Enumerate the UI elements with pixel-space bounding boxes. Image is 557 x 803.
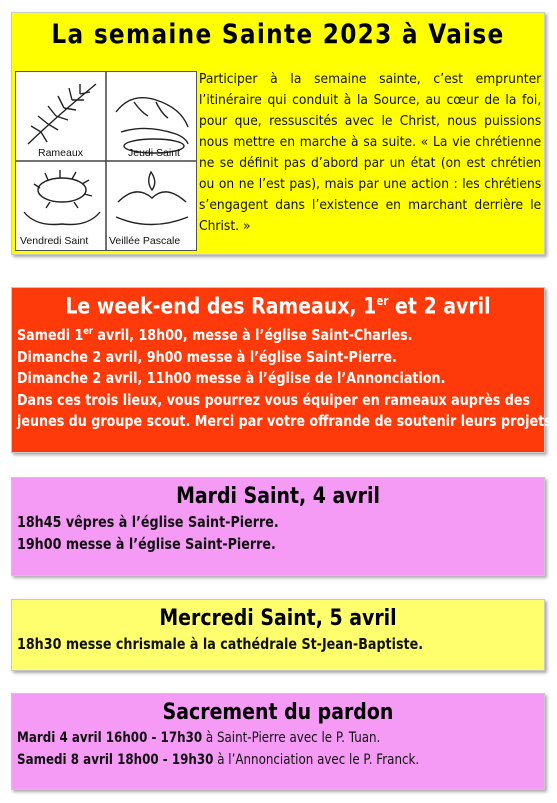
rameaux-line-3: Dimanche 2 avril, 11h00 messe à l’église de l’Annonciation. (17, 369, 446, 388)
pardon-line-1-place: à Saint-Pierre avec le P. Tuan. (202, 730, 381, 746)
rameaux-line-1 (17, 321, 449, 347)
rameaux-title (49, 294, 507, 319)
illustration-svg (16, 72, 196, 250)
mardi-line-1: 18h45 vêpres à l’église Saint-Pierre. (17, 513, 279, 531)
pardon-section (11, 693, 545, 790)
holy-week-illustration (15, 71, 197, 251)
rameaux-title-end: et 2 avril (388, 294, 491, 320)
washing-hands-icon (116, 98, 188, 153)
rameaux-line-2: Dimanche 2 avril, 9h00 messe à l’église Saint-Pierre. (17, 347, 397, 366)
caption-vendredi-saint: Vendredi Saint (20, 235, 89, 247)
pardon-title: Sacrement du pardon (162, 700, 394, 725)
rameaux-title-text: Le week-end des Rameaux, 1 (65, 294, 377, 320)
palm-branch-icon (28, 84, 96, 144)
pardon-line-1 (17, 727, 449, 749)
rameaux-line-1-sup: er (83, 326, 93, 338)
pardon-line-2-time: Samedi 8 avril 18h00 - 19h30 (17, 752, 214, 768)
pardon-line-2 (17, 749, 449, 771)
caption-rameaux: Rameaux (38, 147, 83, 159)
rameaux-line-1-start: Samedi 1 (17, 326, 84, 345)
page-title: La semaine Sainte 2023 à Vaise (51, 19, 505, 50)
rameaux-section (11, 287, 557, 453)
mardi-saint-title: Mardi Saint, 4 avril (176, 484, 380, 509)
intro-paragraph: Participer à la semaine sainte, c’est emprunter l’itinéraire qui conduit à la Source, au cœur de la foi, pour que, ressuscités avec le Christ, nous puissions nous mettre en marche à sa suite. « La vie chrétienne ne se définit pas d’abord par un état (on est chrétien ou on ne l’est pas), mais par une action : les chrétiens s’engagent dans l’existence en marchant derrière le Christ. » (199, 72, 542, 234)
rameaux-title-sup: er (376, 294, 389, 308)
mardi-saint-section (11, 477, 545, 576)
crown-of-thorns-icon (24, 170, 100, 225)
caption-veillee-pascale: Veillée Pascale (109, 235, 181, 247)
pardon-line-1-time: Mardi 4 avril 16h00 - 17h30 (17, 730, 203, 746)
easter-vigil-icon (116, 172, 188, 225)
rameaux-line-5: jeunes du groupe scout. Merci par votre offrande de soutenir leurs projets. (17, 412, 557, 431)
caption-jeudi-saint: Jeudi Saint (128, 147, 180, 159)
rameaux-line-1-end: avril, 18h00, messe à l’église Saint-Charles. (92, 326, 413, 345)
mercredi-line-1: 18h30 messe chrismale à la cathédrale St-Jean-Baptiste. (17, 635, 424, 653)
intro-section (11, 12, 545, 255)
mercredi-saint-title: Mercredi Saint, 5 avril (159, 606, 397, 631)
pardon-line-2-place: à l’Annonciation avec le P. Franck. (213, 752, 420, 768)
rameaux-line-4: Dans ces trois lieux, vous pourrez vous équiper en rameaux auprès des (17, 390, 531, 409)
mardi-line-2: 19h00 messe à l’église Saint-Pierre. (17, 535, 276, 553)
mercredi-saint-section (11, 599, 545, 671)
